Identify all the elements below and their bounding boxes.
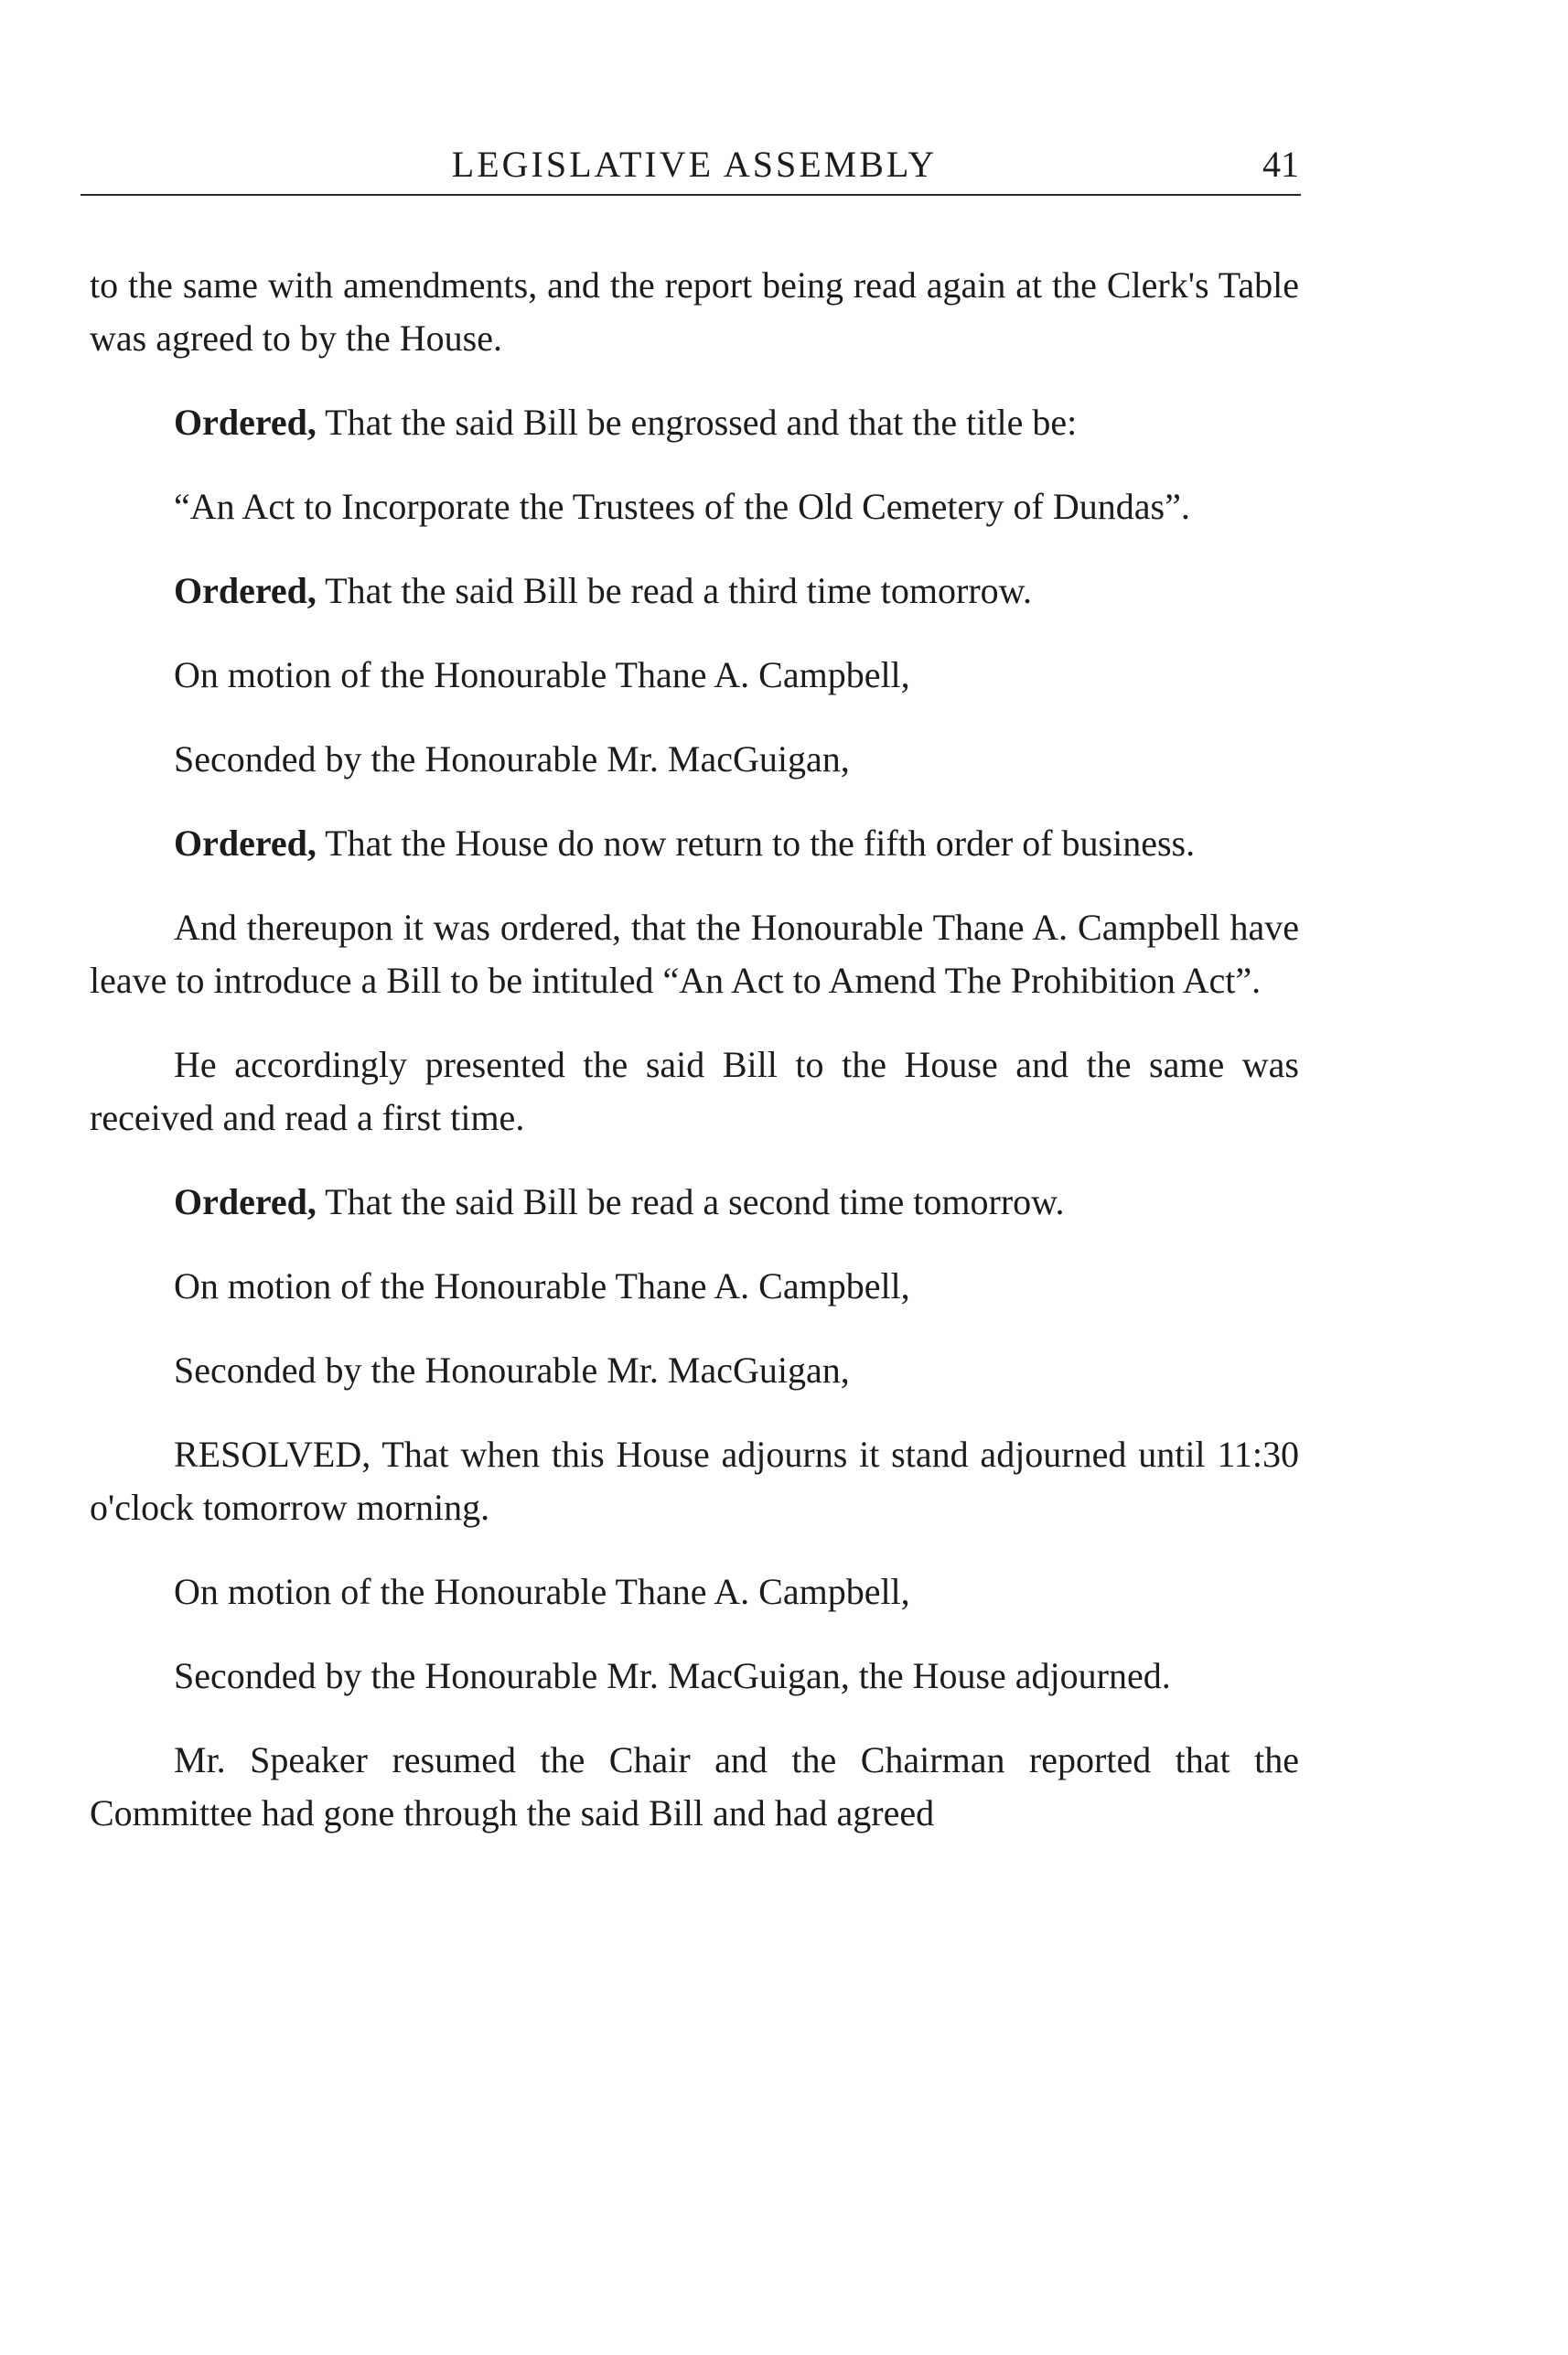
paragraph-text: On motion of the Honourable Thane A. Campbell, [174, 1571, 910, 1612]
paragraph-text: On motion of the Honourable Thane A. Campbell, [174, 654, 910, 695]
paragraph [90, 901, 1299, 1007]
paragraph [90, 1734, 1299, 1840]
paragraph [90, 649, 1299, 702]
running-head: LEGISLATIVE ASSEMBLY [451, 144, 938, 185]
paragraph [90, 817, 1299, 870]
paragraph [90, 733, 1299, 786]
paragraph-text: That the said Bill be read a third time tomorrow. [316, 570, 1032, 611]
paragraph-text: to the same with amendments, and the report being read again at the Clerk's Table was agreed to by the House. [90, 264, 1299, 359]
header-rule [81, 194, 1301, 196]
paragraph [90, 480, 1299, 533]
paragraph-text: Seconded by the Honourable Mr. MacGuigan, the House adjourned. [174, 1655, 1171, 1696]
body-text [90, 259, 1299, 1871]
page-number: 41 [1262, 144, 1299, 185]
paragraph-text: That the said Bill be read a second time tomorrow. [316, 1181, 1065, 1222]
paragraph [90, 1650, 1299, 1703]
paragraph [90, 1260, 1299, 1313]
paragraph-text: On motion of the Honourable Thane A. Campbell, [174, 1265, 910, 1307]
paragraph-text: Seconded by the Honourable Mr. MacGuigan, [174, 738, 850, 780]
paragraph [90, 565, 1299, 618]
paragraph-lead: Ordered, [174, 570, 317, 611]
paragraph [90, 259, 1299, 365]
paragraph-text: He accordingly presented the said Bill to the House and the same was received and read a first time. [90, 1044, 1299, 1138]
paragraph-lead: Ordered, [174, 1181, 317, 1222]
paragraph-text: That the said Bill be engrossed and that the title be: [316, 402, 1078, 443]
page-header [90, 135, 1299, 192]
paragraph-lead: Ordered, [174, 823, 317, 864]
paragraph-text: And thereupon it was ordered, that the Honourable Thane A. Campbell have leave to introduce a Bill to be intituled “An Act to Amend The Prohibition Act”. [90, 907, 1299, 1001]
paragraph [90, 1428, 1299, 1534]
paragraph-text: Mr. Speaker resumed the Chair and the Chairman reported that the Committee had gone through the said Bill and had agreed [90, 1739, 1299, 1833]
paragraph-text: Seconded by the Honourable Mr. MacGuigan, [174, 1350, 850, 1391]
paragraph [90, 1344, 1299, 1397]
paragraph-text: RESOLVED, That when this House adjourns it stand adjourned until 11:30 o'clock tomorrow morning. [90, 1434, 1299, 1528]
paragraph-lead: Ordered, [174, 402, 317, 443]
paragraph [90, 396, 1299, 449]
paragraph [90, 1176, 1299, 1229]
paragraph [90, 1565, 1299, 1618]
paragraph [90, 1038, 1299, 1145]
paragraph-text: “An Act to Incorporate the Trustees of the Old Cemetery of Dundas”. [174, 486, 1190, 527]
paragraph-text: That the House do now return to the fifth order of business. [316, 823, 1196, 864]
